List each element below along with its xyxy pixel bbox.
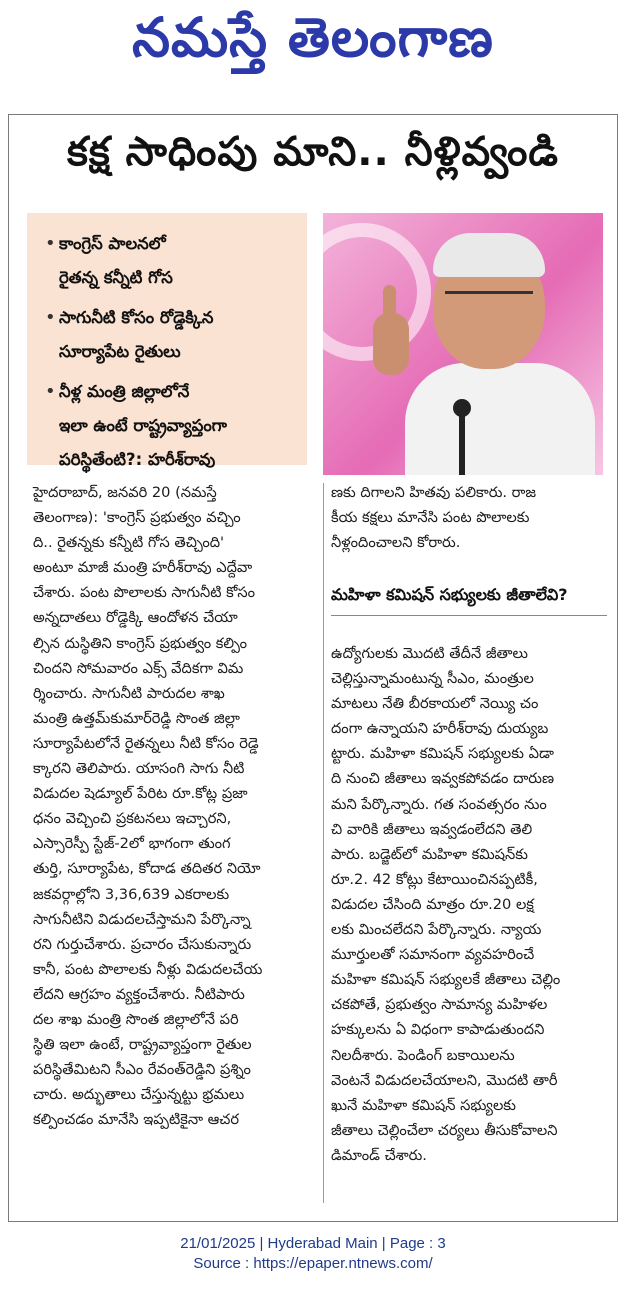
bullet-icon: •	[45, 307, 56, 328]
body-text-line: ఖునే మహిళా కమిషన్ సభ్యులకు	[331, 1096, 516, 1114]
body-text-line: తుర్తి, సూర్యాపేట, కోదాడ తదితర నియో	[33, 860, 261, 878]
highlights-box	[27, 213, 307, 469]
body-text-line: నీళ్లందించాలని కోరారు.	[331, 534, 461, 552]
body-text-line: చెల్లిస్తున్నామంటున్న సీఎం, మంత్రుల	[331, 670, 534, 688]
headline	[9, 115, 617, 199]
body-text-line: జీతాలు చెల్లించేలా చర్యలు తీసుకోవాలని	[331, 1121, 558, 1139]
body-text-line: ట్టారు. మహిళా కమిషన్ సభ్యులకు ఏడా	[331, 745, 554, 763]
body-text-line: స్థితి ఇలా ఉంటే, రాష్ట్రవ్యాప్తంగా రైతుల	[33, 1036, 252, 1054]
body-text-line: ది.. రైతన్నకు కన్నీటి గోస తెచ్చింది'	[33, 534, 225, 552]
body-text-line: లేదని ఆగ్రహం వ్యక్తంచేశారు. నీటిపారు	[33, 985, 245, 1003]
body-text-line: ధనం వెచ్చించి ప్రకటనలు ఇచ్చారని,	[33, 810, 232, 828]
body-text-line: క్కారని తెలిపారు. యాసంగి సాగు నీటి	[33, 760, 245, 778]
right-column-top	[331, 480, 607, 555]
body-text-line: విడుదల షెడ్యూల్ పేరిట రూ.కోట్ల ప్రజా	[33, 785, 248, 803]
body-text-line: సూర్యాపేటలోనే రైతన్నలు నీటి కోసం రెడ్డె	[33, 734, 259, 752]
body-text-line: పారు. బడ్జెట్‌లో మహిళా కమిషన్‌కు	[331, 845, 528, 863]
body-text-line: అంటూ మాజీ మంత్రి హరీశ్‌రావు ఎద్దేవా	[33, 559, 253, 577]
body-text-line: సాగునీటిని విడుదలచేస్తామని పేర్కొన్నా	[33, 910, 251, 928]
body-text-line: ఎస్సారెస్పీ స్టేజ్-2లో భాగంగా తుంగ	[33, 835, 231, 853]
body-text-line: నిలదీశారు. పెండింగ్ బకాయిలను	[331, 1046, 515, 1064]
footer-source: Source : https://epaper.ntnews.com/	[193, 1255, 433, 1272]
body-text-line: హక్కులను ఏ విధంగా కాపాడుతుందని	[331, 1021, 545, 1039]
speaker-photo	[323, 213, 603, 475]
body-text-line: కీయ కక్షలు మానేసి పంట పొలాలకు	[331, 509, 530, 527]
body-text-line: మాటలు నేతి బీరకాయలో నెయ్యి చం	[331, 695, 539, 713]
bullet-icon: •	[45, 381, 56, 402]
highlight-line: సూర్యాపేట రైతులు	[59, 342, 181, 361]
body-text-line: ర్శించారు. సాగునీటి పారుదల శాఖ	[33, 684, 225, 702]
footer	[0, 1234, 626, 1274]
body-text-line: డిమాండ్ చేశారు.	[331, 1146, 427, 1164]
highlight-line: నీళ్ల మంత్రి జిల్లాలోనే	[59, 382, 190, 401]
body-text-line: మంత్రి ఉత్తమ్‌కుమార్‌రెడ్డి సొంత జిల్లా	[33, 709, 240, 727]
footer-date-edition: 21/01/2025 | Hyderabad Main | Page : 3	[180, 1235, 446, 1252]
body-text-line: లకు మించలేదని పేర్కొన్నారు. న్యాయ	[331, 921, 542, 939]
right-column-bottom	[331, 641, 607, 1168]
body-text-line: మహిళా కమిషన్ సభ్యులకే జీతాలు చెల్లిం	[331, 971, 561, 989]
highlight-line: కాంగ్రెస్ పాలనలో	[59, 234, 166, 253]
body-text-line: చేశారు. పంట పొలాలకు సాగునీటి కోసం	[33, 584, 256, 602]
left-column	[33, 480, 317, 1132]
body-text-line: చిందని సోమవారం ఎక్స్ వేదికగా విమ	[33, 659, 244, 677]
body-text-line: తెలంగాణ): 'కాంగ్రెస్ ప్రభుత్వం వచ్చిం	[33, 509, 241, 527]
body-text-line: కానీ, పంట పొలాలకు నీళ్లు విడుదలచేయ	[33, 960, 263, 978]
body-text-line: చకపోతే, ప్రభుత్వం సామాన్య మహిళల	[331, 996, 548, 1014]
highlight-item	[45, 227, 297, 295]
body-text-line: దంగా ఉన్నాయని హరీశ్‌రావు దుయ్యబ	[331, 720, 549, 738]
masthead-title: నమస్తే తెలంగాణ	[132, 5, 494, 69]
body-text-line: జకవర్గాల్లోని 3,36,639 ఎకరాలకు	[33, 885, 230, 903]
highlight-line: సాగునీటి కోసం రోడ్డెక్కిన	[59, 308, 214, 327]
body-text-line: చి వారికి జీతాలు ఇవ్వడంలేదని తెలి	[331, 820, 533, 838]
highlight-line: పరిస్థితేంటి?: హరీశ్‌రావు	[59, 450, 216, 469]
body-text-line: అన్నదాతలు రోడ్డెక్కి ఆందోళన చేయా	[33, 609, 238, 627]
body-text-line: ణకు దిగాలని హితవు పలికారు. రాజ	[331, 484, 537, 501]
bullet-icon: •	[45, 233, 56, 254]
body-text-line: విడుదల చేసింది మాత్రం రూ.20 లక్ష	[331, 895, 534, 913]
body-text-line: ఉద్యోగులకు మొదటి తేదీనే జీతాలు	[331, 645, 528, 662]
body-text-line: హైదరాబాద్, జనవరి 20 (నమస్తే	[33, 484, 217, 501]
highlight-line: రైతన్న కన్నీటి గోస	[59, 268, 173, 287]
headline-text: కక్ష సాధింపు మాని.. నీళ్లివ్వండి	[66, 129, 559, 175]
body-text-line: ల్సిన దుస్థితిని కాంగ్రెస్ ప్రభుత్వం కల్పిం	[33, 634, 248, 652]
body-text-line: కల్పించడం మానేసి ఇప్పటికైనా ఆచర	[33, 1111, 240, 1129]
newspaper-masthead	[0, 0, 626, 88]
subheading: మహిళా కమిషన్ సభ్యులకు జీతాలేవి?	[331, 581, 607, 616]
highlight-item	[45, 375, 297, 477]
column-divider	[323, 483, 324, 1203]
body-text-line: రని గుర్తుచేశారు. ప్రచారం చేసుకున్నారు	[33, 935, 252, 953]
body-text-line: మూర్తులతో సమానంగా వ్యవహరించే	[331, 946, 535, 964]
body-text-line: మని పేర్కొన్నారు. గత సంవత్సరం నుం	[331, 795, 547, 813]
highlight-line: ఇలా ఉంటే రాష్ట్రవ్యాప్తంగా	[59, 416, 227, 435]
body-text-line: ది నుంచి జీతాలు ఇవ్వకపోవడం దారుణ	[331, 770, 555, 788]
highlight-item	[45, 301, 297, 369]
body-text-line: చారు. అద్భుతాలు చేస్తున్నట్టు భ్రమలు	[33, 1086, 245, 1104]
body-text-line: పరిస్థితేమిటని సీఎం రేవంత్‌రెడ్డిని ప్రశ్నిం	[33, 1061, 251, 1079]
body-text-line: వెంటనే విడుదలచేయాలని, మొదటి తారీ	[331, 1071, 558, 1089]
news-clipping	[8, 114, 618, 1222]
body-text-line: దల శాఖ మంత్రి సొంత జిల్లాలోనే పరి	[33, 1010, 239, 1028]
body-text-line: రూ.2. 42 కోట్లు కేటాయించినప్పటికీ,	[331, 870, 538, 888]
